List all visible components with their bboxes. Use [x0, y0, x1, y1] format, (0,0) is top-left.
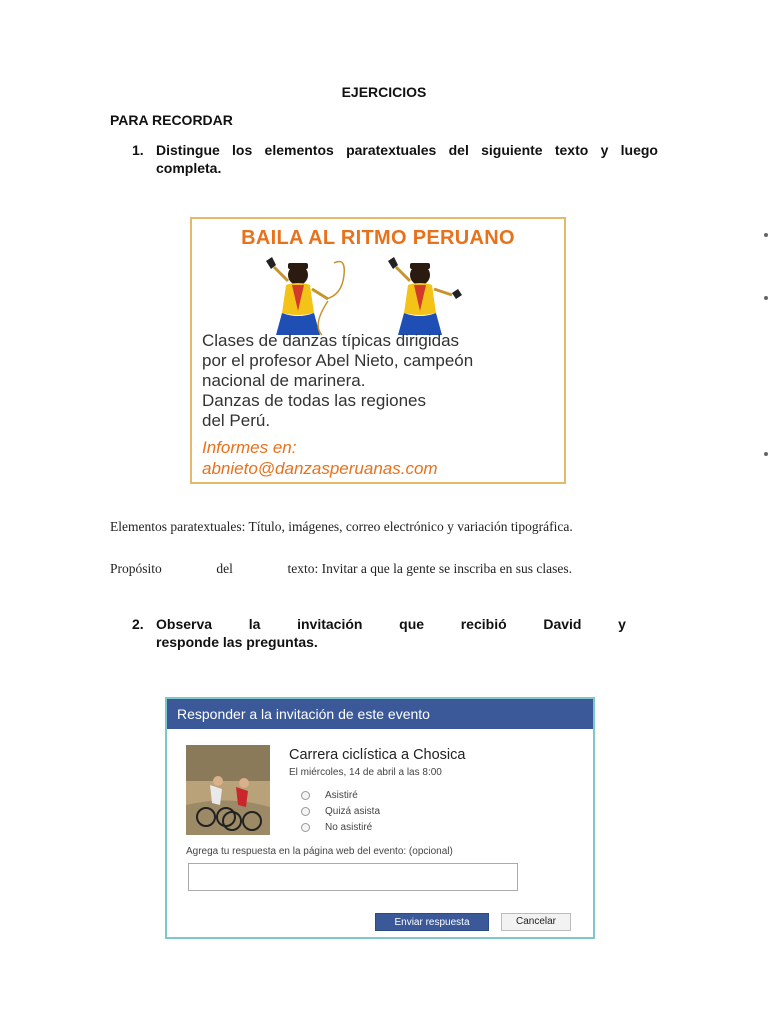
- option-decline[interactable]: [301, 819, 380, 835]
- q1-word: los: [232, 142, 253, 158]
- document-title: EJERCICIOS: [341, 84, 427, 100]
- poster-body-line: por el profesor Abel Nieto, campeón: [202, 351, 474, 370]
- question-2: [132, 615, 626, 651]
- q1-word: del: [448, 142, 469, 158]
- poster-info-label: Informes en:: [202, 438, 297, 457]
- question-2-line-1: [156, 615, 626, 633]
- q2-word: David: [543, 616, 582, 632]
- question-1-number: 1.: [132, 142, 144, 158]
- invitation-header: Responder a la invitación de este evento: [167, 699, 593, 729]
- option-label: Quizá asista: [325, 805, 381, 817]
- cyclists-photo: [186, 745, 270, 835]
- q2-word: la: [248, 616, 261, 632]
- poster-title: BAILA AL RITMO PERUANO: [241, 227, 515, 249]
- dancer-illustration-icon: [262, 255, 348, 337]
- radio-button-icon[interactable]: [301, 823, 310, 832]
- event-invitation: [165, 697, 595, 939]
- poster-body-line: del Perú.: [202, 411, 271, 430]
- option-label: Asistiré: [325, 789, 358, 801]
- poster-info: [202, 437, 438, 479]
- q1-word: Distingue: [156, 142, 220, 158]
- q2-word: Observa: [156, 616, 213, 632]
- edge-bullet: [764, 296, 768, 300]
- q2-word: y: [618, 616, 626, 632]
- q1-word: paratextuales: [346, 142, 437, 158]
- radio-button-icon[interactable]: [301, 807, 310, 816]
- poster-body-line: Danzas de todas las regiones: [202, 391, 426, 410]
- q2-word: recibió: [460, 616, 507, 632]
- question-1: [132, 141, 658, 177]
- attendance-options: [301, 787, 380, 835]
- question-1-line-2: completa.: [156, 160, 222, 176]
- answer-2-word: del: [216, 561, 233, 576]
- section-subtitle: PARA RECORDAR: [110, 112, 233, 128]
- poster-body-line: Clases de danzas típicas dirigidas: [202, 331, 460, 350]
- answer-1: Elementos paratextuales: Título, imágenes, correo electrónico y variación tipográfica.: [110, 519, 573, 534]
- event-date: El miércoles, 14 de abril a las 8:00: [289, 767, 442, 778]
- q2-word: que: [399, 616, 425, 632]
- q1-word: texto: [554, 142, 589, 158]
- edge-bullet: [764, 452, 768, 456]
- cancel-button[interactable]: Cancelar: [501, 913, 571, 931]
- poster-email: abnieto@danzasperuanas.com: [202, 459, 438, 478]
- response-textarea[interactable]: [188, 863, 518, 891]
- dance-poster: [190, 217, 566, 484]
- q1-word: elementos: [264, 142, 334, 158]
- question-2-line-2: responde las preguntas.: [156, 634, 318, 650]
- send-response-button[interactable]: Enviar respuesta: [375, 913, 489, 931]
- q1-word: siguiente: [481, 142, 543, 158]
- option-label: No asistiré: [325, 821, 373, 833]
- question-2-number: 2.: [132, 616, 144, 632]
- answer-2-word: texto: Invitar a que la gente se inscriba en sus clases.: [287, 561, 572, 576]
- poster-body-line: nacional de marinera.: [202, 371, 366, 390]
- poster-body: [202, 331, 473, 431]
- q2-word: invitación: [297, 616, 363, 632]
- response-label: Agrega tu respuesta en la página web del evento: (opcional): [186, 846, 453, 857]
- question-1-line-1: [156, 141, 658, 159]
- option-maybe[interactable]: [301, 803, 380, 819]
- q1-word: y: [600, 142, 609, 158]
- q1-word: luego: [620, 142, 658, 158]
- edge-bullet: [764, 233, 768, 237]
- dancer-illustration-icon: [384, 255, 470, 337]
- event-title: Carrera ciclística a Chosica: [289, 747, 466, 763]
- answer-2-word: Propósito: [110, 561, 162, 576]
- answer-2: [110, 561, 572, 577]
- radio-button-icon[interactable]: [301, 791, 310, 800]
- option-attend[interactable]: [301, 787, 380, 803]
